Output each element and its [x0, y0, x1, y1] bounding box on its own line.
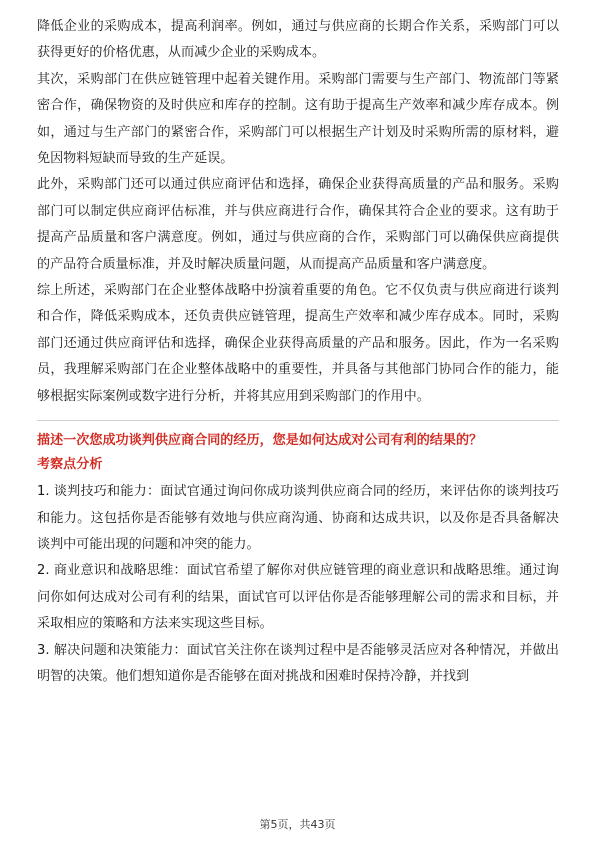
interview-question: 描述一次您成功谈判供应商合同的经历，您是如何达成对公司有利的结果的？: [37, 433, 483, 449]
section-divider: [37, 420, 559, 421]
section-heading: 考察点分析: [37, 457, 103, 473]
body-paragraph: 此外，采购部门还可以通过供应商评估和选择，确保企业获得高质量的产品和服务。采购部门可以制定供应商评估标准，并与供应商进行合作，确保其符合企业的要求。这有助于提高产品质量和客户满意度。例如，通过与供应商的合作，采购部门可以确保供应商提供的产品符合质量标准，并及时解决质量问题，从而提高产品质量和客户满意度。: [37, 177, 559, 272]
document-page: [37, 14, 559, 690]
body-paragraph: 降低企业的采购成本，提高利润率。例如，通过与供应商的长期合作关系，采购部门可以获得更好的价格优惠，从而减少企业的采购成本。: [37, 19, 559, 61]
analysis-item: 3. 解决问题和决策能力：面试官关注你在谈判过程中是否能够灵活应对各种情况，并做出明智的决策。他们想知道你是否能够在面对挑战和困难时保持冷静，并找到: [37, 642, 559, 684]
page-footer: 第5页，共43页: [259, 818, 336, 831]
analysis-item: 1. 谈判技巧和能力：面试官通过询问你成功谈判供应商合同的经历，来评估你的谈判技巧和能力。这包括你是否能够有效地与供应商沟通、协商和达成共识，以及你是否具备解决谈判中可能出现的问题和冲突的能力。: [37, 484, 559, 552]
body-paragraph: 其次，采购部门在供应链管理中起着关键作用。采购部门需要与生产部门、物流部门等紧密合作，确保物资的及时供应和库存的控制。这有助于提高生产效率和减少库存成本。例如，通过与生产部门的紧密合作，采购部门可以根据生产计划及时采购所需的原材料，避免因物料短缺而导致的生产延误。: [37, 71, 559, 167]
analysis-item: 2. 商业意识和战略思维：面试官希望了解你对供应链管理的商业意识和战略思维。通过询问你如何达成对公司有利的结果，面试官可以评估你是否能够理解公司的需求和目标，并采取相应的策略和方法来实现这些目标。: [37, 563, 559, 632]
body-paragraph: 综上所述，采购部门在企业整体战略中扮演着重要的角色。它不仅负责与供应商进行谈判和合作，降低采购成本，还负责供应链管理，提高生产效率和减少库存成本。同时，采购部门还通过供应商评估和选择，确保企业获得高质量的产品和服务。因此，作为一名采购员，我理解采购部门在企业整体战略中的重要性，并具备与其他部门协同合作的能力，能够根据实际案例或数字进行分析，并将其应用到采购部门的作用中。: [37, 283, 559, 404]
